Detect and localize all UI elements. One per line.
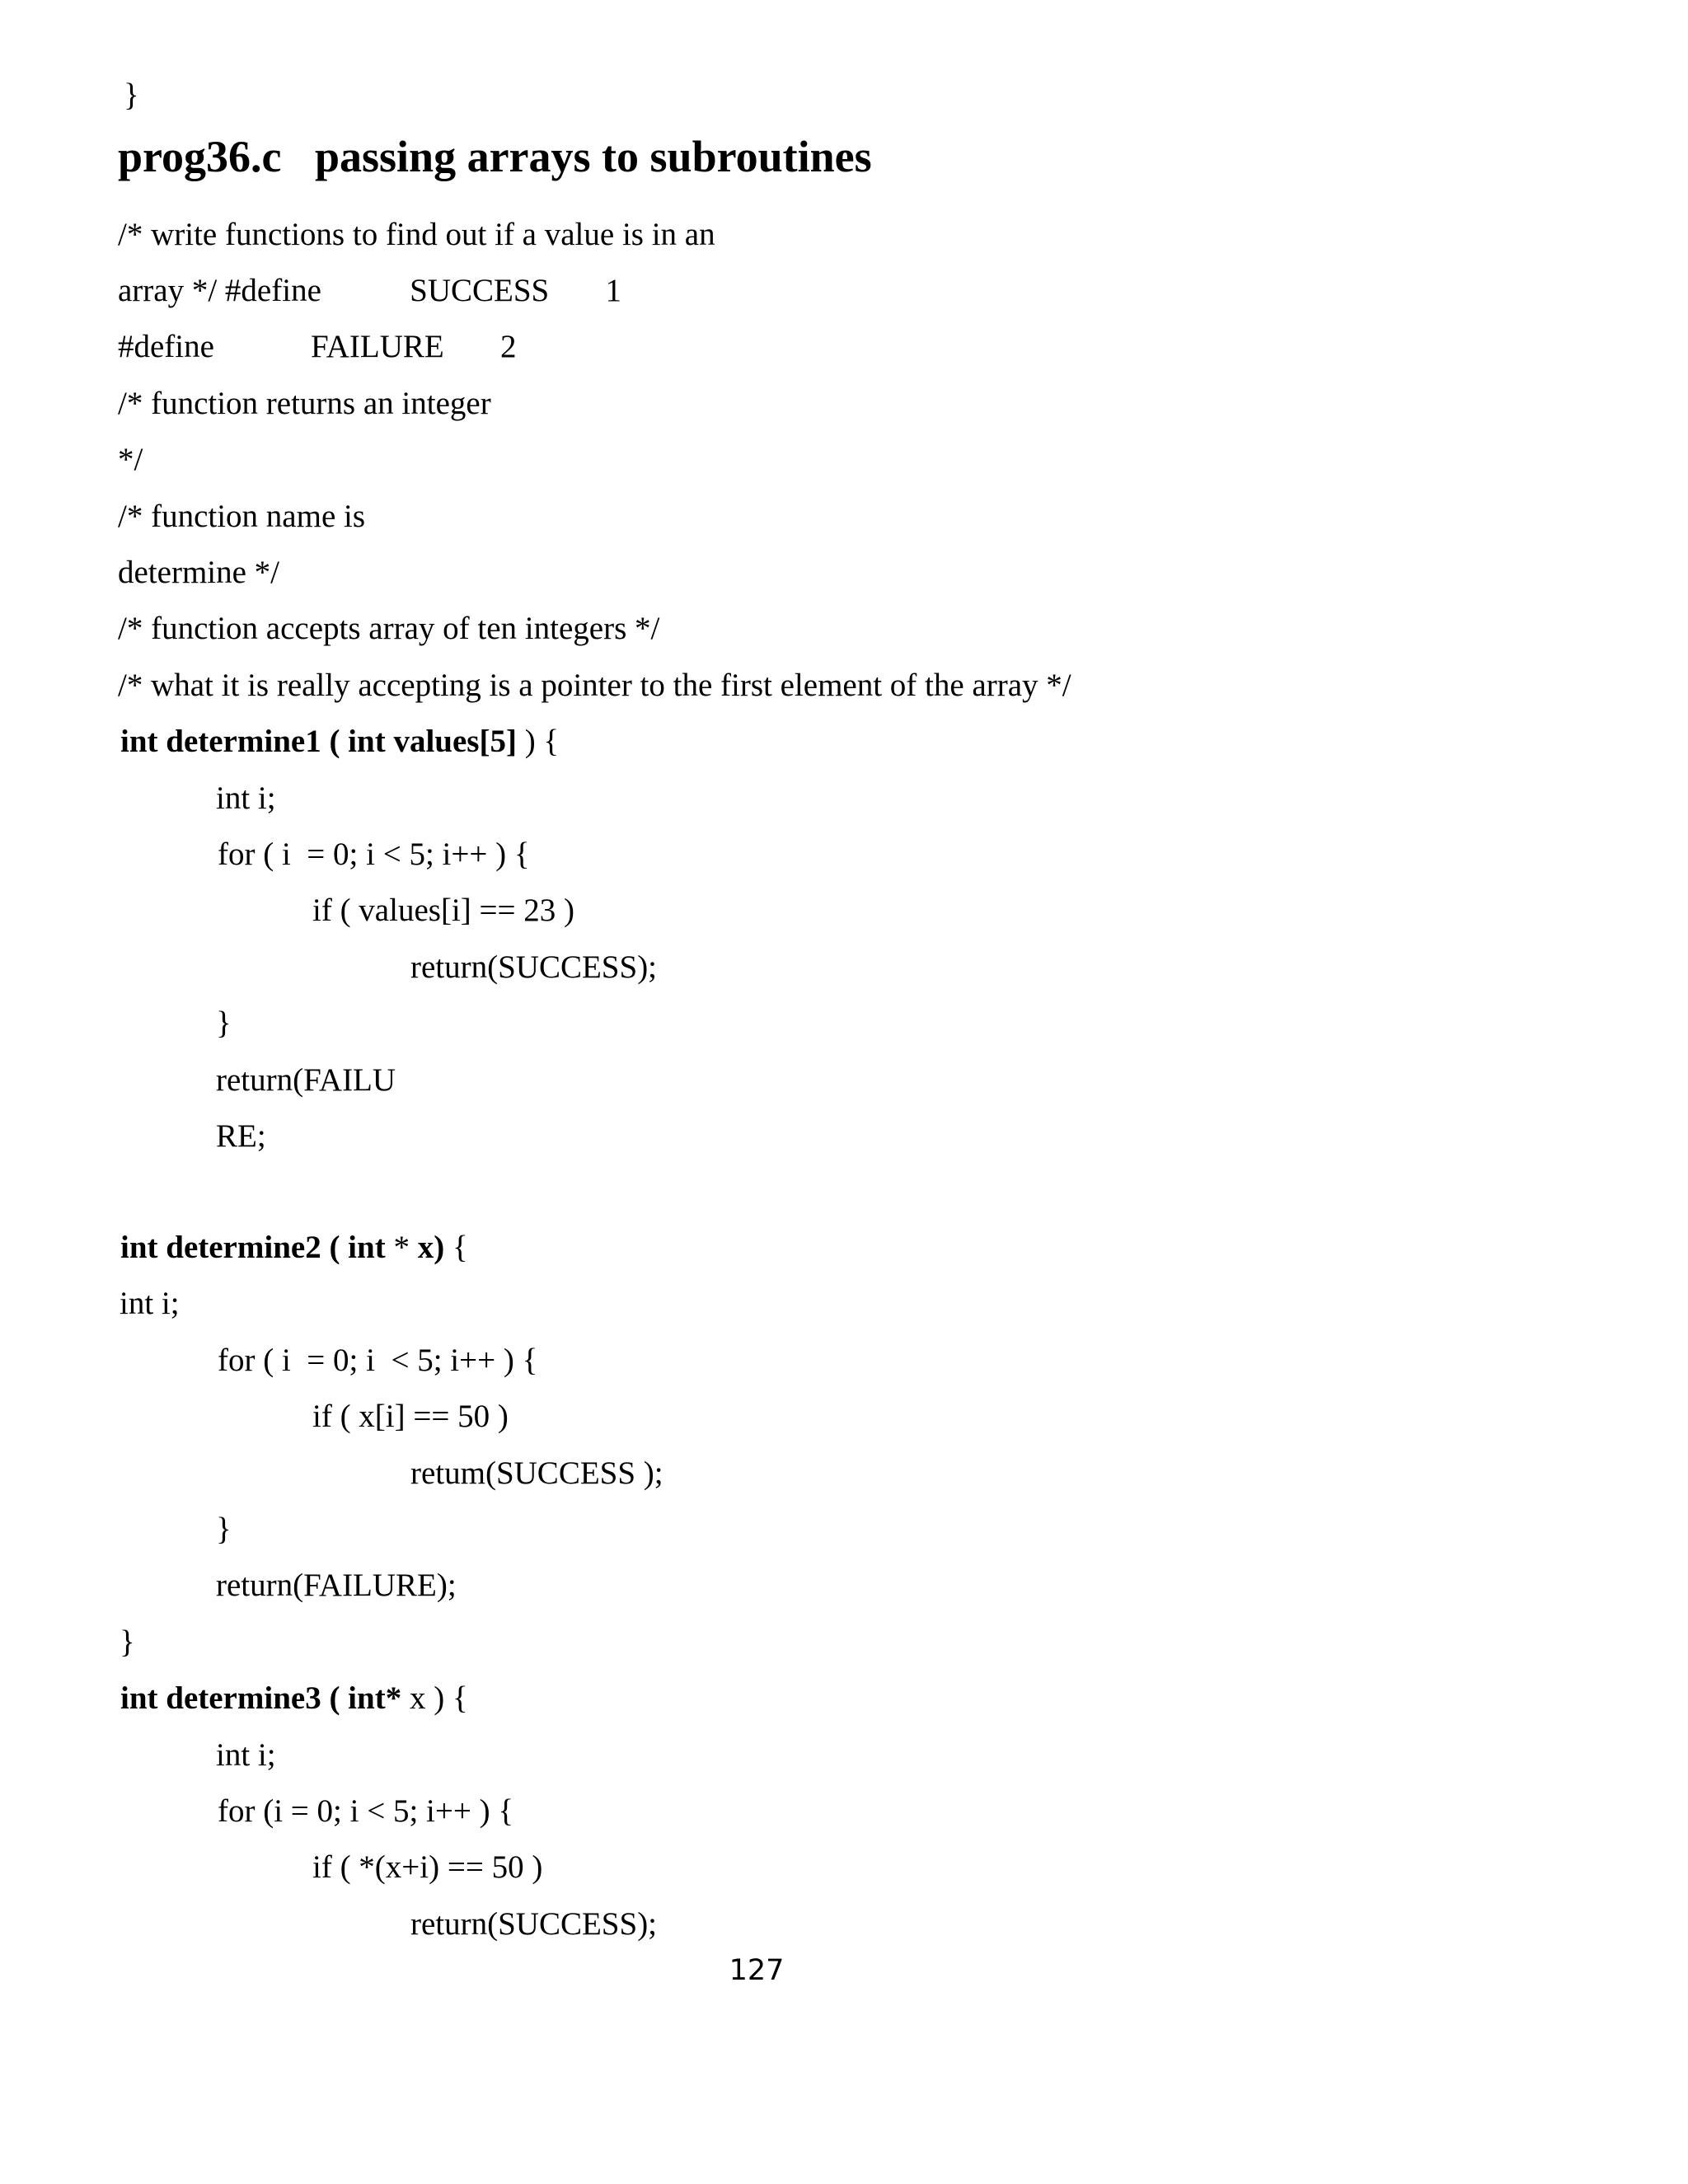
code-line: } <box>216 1005 232 1041</box>
code-line: RE; <box>216 1118 266 1154</box>
code-line: for (i = 0; i < 5; i++ ) { <box>218 1793 514 1829</box>
code-comment-line: */ <box>118 442 143 477</box>
signature-tail: { <box>444 1230 468 1265</box>
code-define-line: array */ #define SUCCESS 1 <box>118 273 621 308</box>
code-line: retum(SUCCESS ); <box>410 1455 663 1491</box>
code-line: int i; <box>216 780 276 816</box>
code-line: } <box>120 1624 135 1660</box>
code-line: } <box>216 1511 232 1547</box>
function-signature-determine3 <box>120 1679 468 1718</box>
code-line: return(FAILURE); <box>216 1568 457 1603</box>
function-signature-determine1 <box>120 722 559 762</box>
code-line: return(SUCCESS); <box>410 1906 658 1942</box>
page-title: prog36.c passing arrays to subroutines <box>118 132 872 181</box>
signature-tail: x ) { <box>401 1680 468 1716</box>
code-line: if ( *(x+i) == 50 ) <box>312 1849 543 1885</box>
signature-param: x) <box>417 1230 445 1265</box>
code-line: return(FAILU <box>216 1062 396 1098</box>
closing-brace-top: } <box>124 77 139 113</box>
page-number: 127 <box>729 1954 785 1987</box>
code-comment-line: /* function returns an integer <box>118 386 491 421</box>
code-comment-line: determine */ <box>118 555 280 590</box>
signature-keywords: int determine1 ( int values[5] <box>120 724 517 759</box>
code-line: for ( i = 0; i < 5; i++ ) { <box>218 837 530 872</box>
function-signature-determine2 <box>120 1228 468 1268</box>
code-line: int i; <box>120 1286 180 1321</box>
code-line: int i; <box>216 1737 276 1773</box>
signature-pointer: * <box>385 1230 418 1265</box>
signature-keywords: int determine3 ( int* <box>120 1680 402 1716</box>
code-comment-line: /* function name is <box>118 499 366 534</box>
signature-tail: ) { <box>516 724 560 759</box>
code-define-line: #define FAILURE 2 <box>118 329 517 364</box>
signature-keywords: int determine2 ( int <box>120 1230 386 1265</box>
code-line: if ( values[i] == 23 ) <box>312 893 574 928</box>
code-line: return(SUCCESS); <box>410 949 658 985</box>
code-comment-line: /* function accepts array of ten integers */ <box>118 611 660 646</box>
code-comment-line: /* what it is really accepting is a pointer to the first element of the array */ <box>118 668 1071 703</box>
code-comment-line: /* write functions to find out if a value is in an <box>118 217 715 252</box>
code-line: if ( x[i] == 50 ) <box>312 1399 509 1434</box>
code-line: for ( i = 0; i < 5; i++ ) { <box>218 1343 538 1378</box>
